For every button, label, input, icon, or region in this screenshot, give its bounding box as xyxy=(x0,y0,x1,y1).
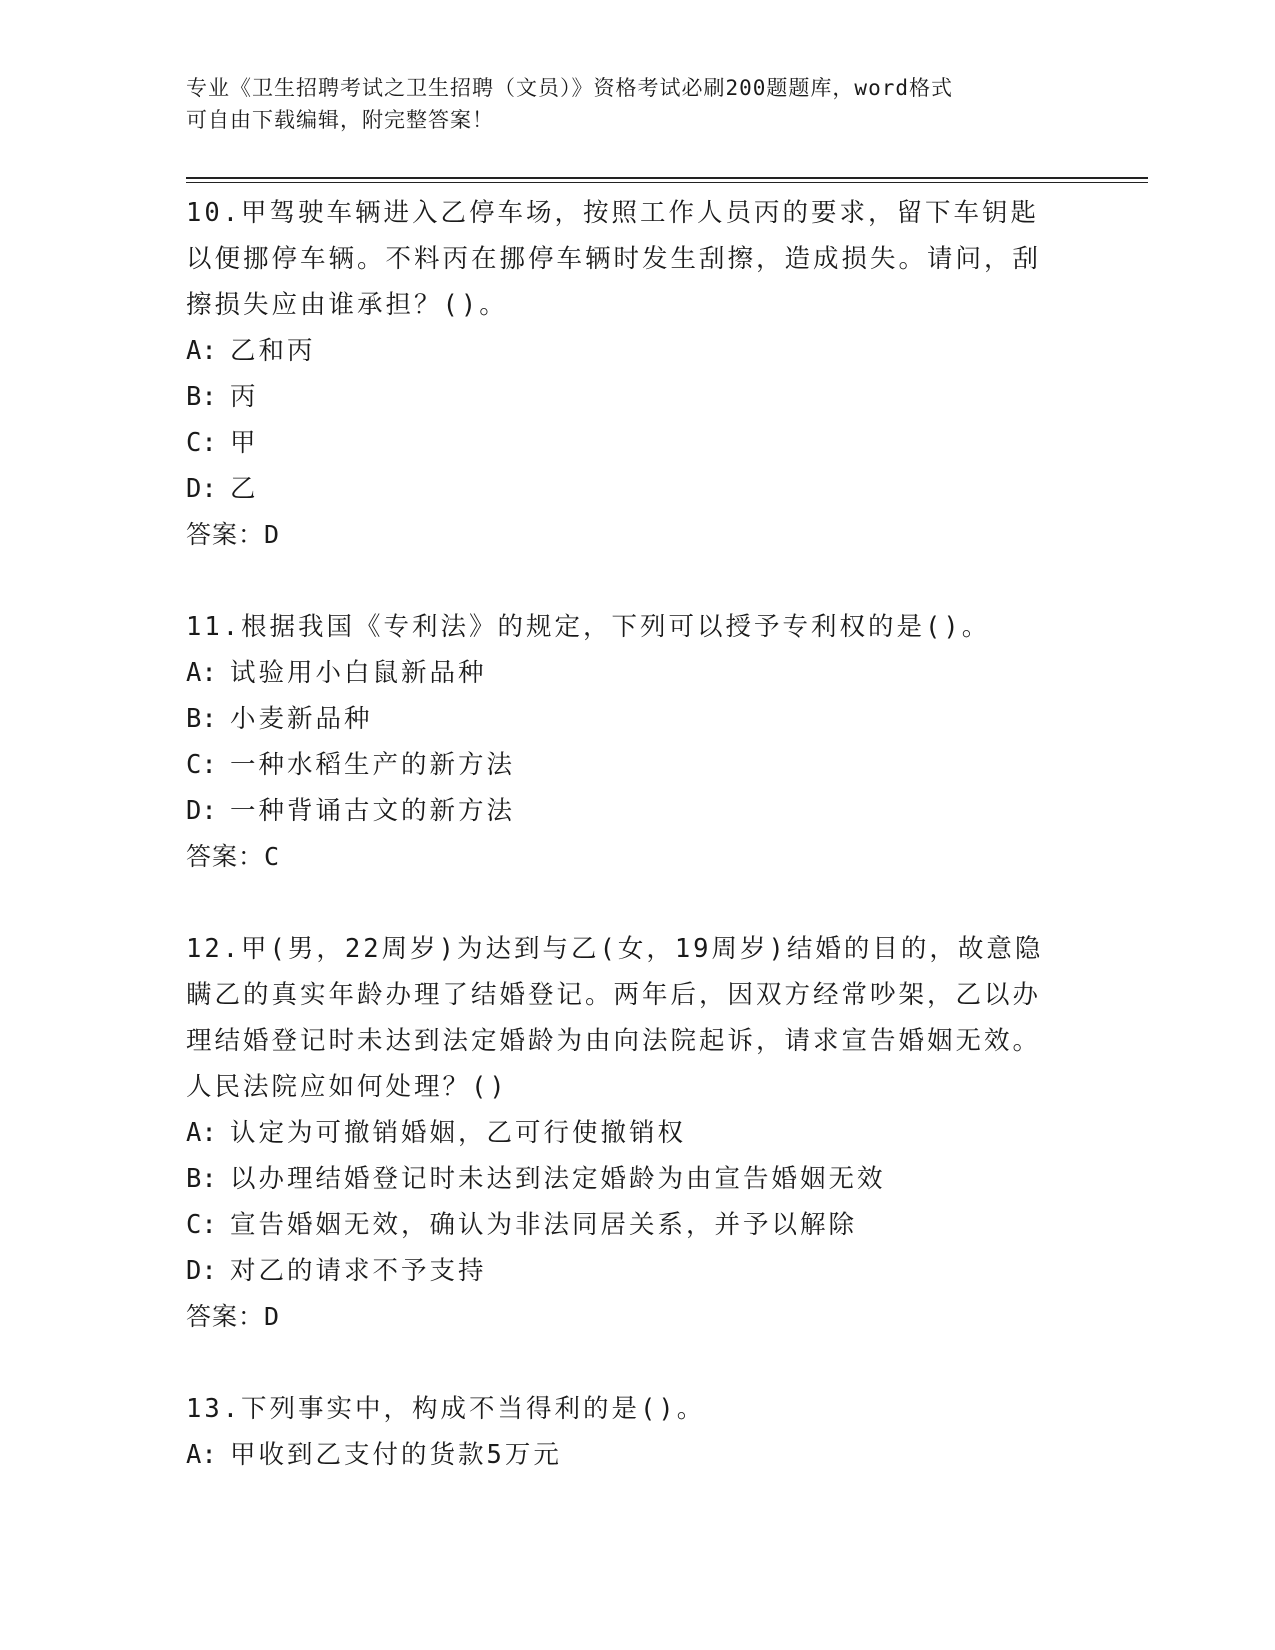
question-10 xyxy=(186,190,1066,558)
option-c xyxy=(186,742,1066,788)
option-a xyxy=(186,328,1066,374)
question-11 xyxy=(186,604,1066,880)
answer-line xyxy=(186,1294,1066,1340)
option-letter: A: xyxy=(186,1440,217,1470)
option-text: 宣告婚姻无效，确认为非法同居关系，并予以解除 xyxy=(230,1210,858,1240)
question-text: 12.甲(男，22周岁)为达到与乙(女，19周岁)结婚的目的，故意隐瞒乙的真实年龄办理了结婚登记。两年后，因双方经常吵架，乙以办理结婚登记时未达到法定婚龄为由向法院起诉，请求宣告婚姻无效。人民法院应如何处理？() xyxy=(186,934,1044,1102)
answer-line xyxy=(186,834,1066,880)
header-divider-thick xyxy=(186,177,1148,179)
answer-label: 答案： xyxy=(186,842,265,871)
question-12 xyxy=(186,926,1066,1340)
option-letter: C: xyxy=(186,1210,217,1240)
option-letter: B: xyxy=(186,382,217,412)
answer-line xyxy=(186,512,1066,558)
option-text: 试验用小白鼠新品种 xyxy=(230,658,487,688)
option-text: 对乙的请求不予支持 xyxy=(230,1256,487,1286)
option-letter: B: xyxy=(186,1164,217,1194)
option-text: 一种背诵古文的新方法 xyxy=(230,796,516,826)
option-text: 认定为可撤销婚姻，乙可行使撤销权 xyxy=(230,1118,687,1148)
option-a xyxy=(186,1110,1066,1156)
option-text: 以办理结婚登记时未达到法定婚龄为由宣告婚姻无效 xyxy=(230,1164,886,1194)
option-text: 乙和丙 xyxy=(230,336,316,366)
question-list xyxy=(186,190,1066,1524)
answer-value: D xyxy=(264,520,281,549)
option-letter: D: xyxy=(186,474,217,504)
option-d xyxy=(186,1248,1066,1294)
option-letter: A: xyxy=(186,336,217,366)
option-letter: A: xyxy=(186,658,217,688)
option-a xyxy=(186,1432,1066,1478)
option-b xyxy=(186,696,1066,742)
option-text: 甲 xyxy=(230,428,259,458)
answer-label: 答案： xyxy=(186,1302,265,1331)
answer-value: C xyxy=(264,842,281,871)
option-letter: C: xyxy=(186,750,217,780)
question-text: 13.下列事实中，构成不当得利的是()。 xyxy=(186,1394,706,1424)
option-text: 乙 xyxy=(230,474,259,504)
header-divider-thin xyxy=(186,182,1148,183)
option-a xyxy=(186,650,1066,696)
question-text: 11.根据我国《专利法》的规定，下列可以授予专利权的是()。 xyxy=(186,612,991,642)
option-text: 丙 xyxy=(230,382,259,412)
option-letter: C: xyxy=(186,428,217,458)
option-d xyxy=(186,788,1066,834)
option-text: 甲收到乙支付的货款5万元 xyxy=(230,1440,562,1470)
option-text: 一种水稻生产的新方法 xyxy=(230,750,516,780)
option-letter: B: xyxy=(186,704,217,734)
option-text: 小麦新品种 xyxy=(230,704,373,734)
option-letter: A: xyxy=(186,1118,217,1148)
option-d xyxy=(186,466,1066,512)
header-line-1: 专业《卫生招聘考试之卫生招聘（文员）》资格考试必刷200题题库，word格式 xyxy=(186,76,953,100)
question-13 xyxy=(186,1386,1066,1478)
answer-value: D xyxy=(264,1302,281,1331)
option-c xyxy=(186,1202,1066,1248)
option-b xyxy=(186,374,1066,420)
option-c xyxy=(186,420,1066,466)
answer-label: 答案： xyxy=(186,520,265,549)
document-header xyxy=(186,72,1066,136)
header-line-2: 可自由下载编辑，附完整答案！ xyxy=(186,108,494,132)
question-text: 10.甲驾驶车辆进入乙停车场，按照工作人员丙的要求，留下车钥匙以便挪停车辆。不料丙在挪停车辆时发生刮擦，造成损失。请问，刮擦损失应由谁承担？()。 xyxy=(186,198,1042,320)
option-letter: D: xyxy=(186,796,217,826)
option-b xyxy=(186,1156,1066,1202)
option-letter: D: xyxy=(186,1256,217,1286)
